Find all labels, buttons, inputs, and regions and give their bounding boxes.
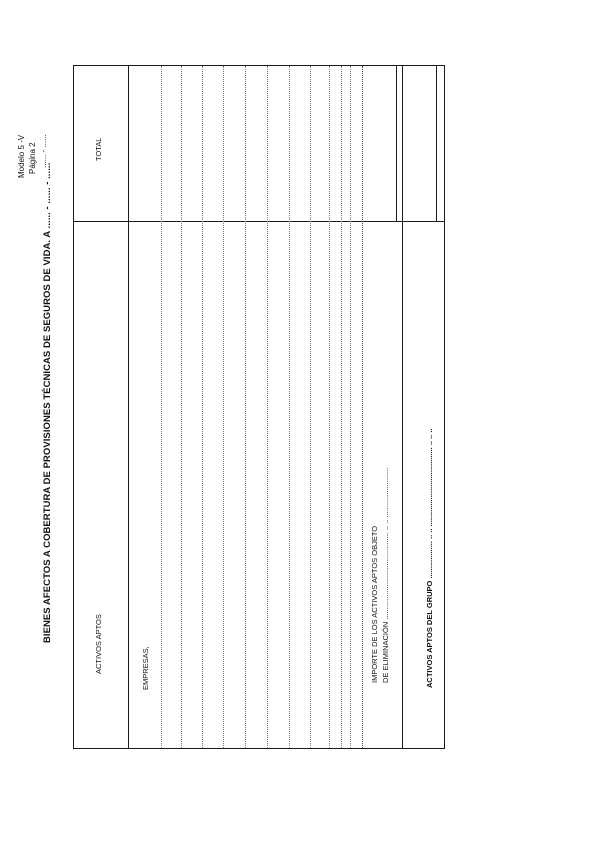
assets-table bbox=[73, 65, 445, 749]
entry-row-line bbox=[181, 66, 182, 748]
entry-row-line bbox=[202, 66, 203, 748]
col-header-activos: ACTIVOS APTOS bbox=[94, 614, 103, 674]
importe-divider bbox=[402, 66, 403, 748]
date-placeholder: ...... - ...... bbox=[39, 134, 48, 168]
entry-row-line bbox=[289, 66, 290, 748]
grupo-divider bbox=[436, 66, 437, 222]
importe-total-double-line bbox=[396, 66, 397, 222]
importe-label-line1: IMPORTE DE LOS ACTIVOS APTOS OBJETO bbox=[370, 525, 379, 683]
entry-row-line bbox=[341, 66, 342, 748]
entry-row-line bbox=[267, 66, 268, 748]
importe-label-line2: DE ELIMINACIÓN .......................................... .. .. ........................ bbox=[381, 467, 390, 683]
column-divider bbox=[74, 221, 444, 222]
empresas-label: EMPRESAS, bbox=[141, 646, 150, 690]
header-band-divider bbox=[128, 66, 129, 748]
page-number: Página 2 bbox=[28, 142, 37, 174]
entry-row-line bbox=[245, 66, 246, 748]
form-title: BIENES AFECTOS A COBERTURA DE PROVISIONES TÉCNICAS DE SEGUROS DE VIDA. A ...... - ...... - ...... bbox=[42, 162, 53, 643]
col-header-total: TOTAL bbox=[94, 137, 103, 161]
grupo-label: ACTIVOS APTOS DEL GRUPO .................. .. .. ...................................... .. .. .. bbox=[425, 428, 434, 688]
entry-row-line bbox=[223, 66, 224, 748]
entry-row-line bbox=[350, 66, 351, 748]
entry-row-line bbox=[161, 66, 162, 748]
entry-row-line bbox=[310, 66, 311, 748]
entry-row-line bbox=[329, 66, 330, 748]
importe-separator bbox=[362, 66, 363, 748]
model-number: Modelo 5 -V bbox=[17, 134, 26, 178]
